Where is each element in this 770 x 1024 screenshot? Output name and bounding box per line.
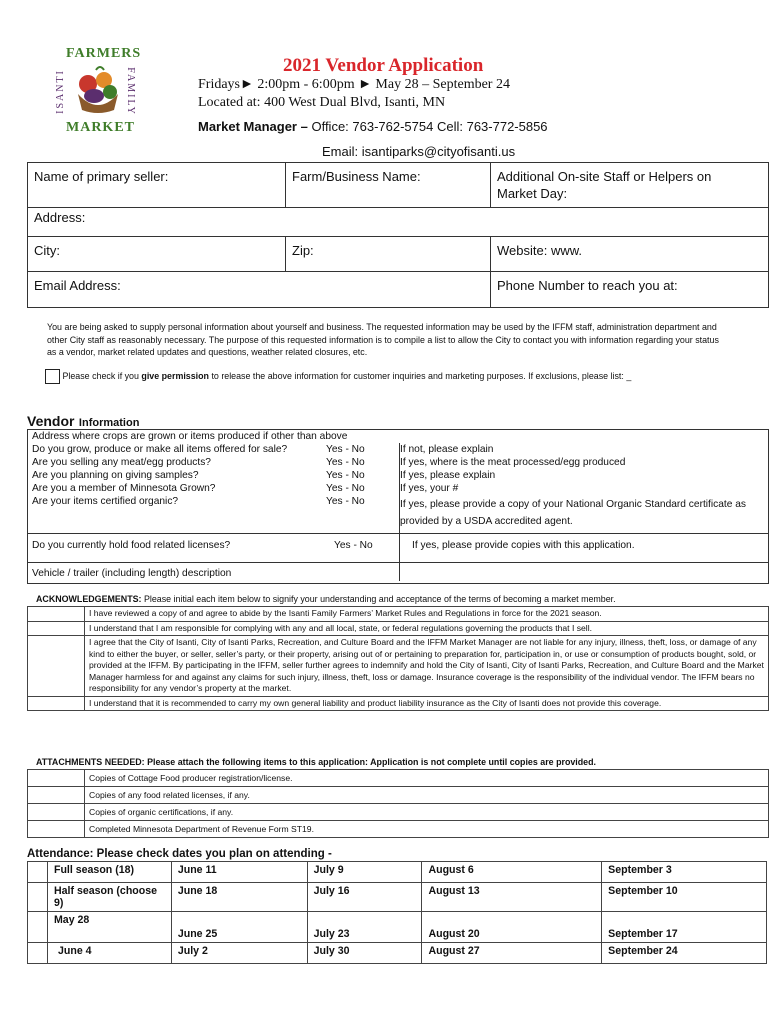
- attendance-row: [28, 862, 767, 883]
- website-field[interactable]: Website: www.: [497, 243, 583, 258]
- vendor-question: Are you selling any meat/egg products?: [32, 457, 211, 468]
- attendance-table: [27, 861, 767, 964]
- attachments-list: [27, 769, 769, 838]
- attendance-label-cell[interactable]: June 4: [47, 943, 171, 964]
- ack-initial-box[interactable]: [28, 607, 85, 621]
- attendance-date[interactable]: September 10: [602, 883, 767, 912]
- vendor-yes-no[interactable]: Yes - No: [326, 457, 365, 468]
- vendor-heading-big: Vendor: [27, 413, 75, 429]
- vendor-question-row: [28, 469, 768, 482]
- attendance-checkbox[interactable]: [28, 943, 48, 964]
- attendance-row: [28, 883, 767, 912]
- attachment-check-box[interactable]: [28, 787, 85, 803]
- attendance-date[interactable]: July 16: [307, 883, 422, 912]
- vendor-questions: [28, 443, 768, 533]
- email-field[interactable]: Email Address:: [34, 278, 121, 293]
- ack-heading: [36, 594, 616, 604]
- ack-list: [27, 606, 769, 711]
- ack-item: [28, 635, 768, 696]
- attendance-date[interactable]: June 18: [171, 883, 307, 912]
- attachment-check-box[interactable]: [28, 821, 85, 837]
- licenses-question: Do you currently hold food related licenses?: [32, 540, 231, 551]
- ack-item: [28, 696, 768, 711]
- attachment-check-box[interactable]: [28, 770, 85, 786]
- licenses-note: If yes, please provide copies with this application.: [412, 540, 635, 551]
- ack-item: [28, 606, 768, 621]
- logo-text-left: ISANTI: [54, 69, 66, 114]
- attendance-label-cell[interactable]: Half season (choose 9): [47, 883, 171, 912]
- attendance-date[interactable]: September 17: [602, 912, 767, 943]
- vendor-note: If yes, your #: [400, 483, 459, 494]
- attachment-text: Copies of any food related licenses, if any.: [89, 790, 250, 800]
- attendance-date[interactable]: August 20: [422, 912, 602, 943]
- attendance-date[interactable]: June 11: [171, 862, 307, 883]
- phone-field[interactable]: Phone Number to reach you at:: [497, 278, 678, 293]
- attachment-item: [28, 820, 768, 837]
- farm-name-field[interactable]: Farm/Business Name:: [292, 169, 421, 184]
- permission-bold: give permission: [141, 370, 209, 381]
- attachments-heading: ATTACHMENTS NEEDED: Please attach the following items to this application: Application is not complete until copies are provided.: [36, 757, 597, 767]
- ack-text: I understand that it is recommended to carry my own general liability and product liability insurance as the City of Isanti does not provide this coverage.: [89, 697, 662, 708]
- attachment-check-box[interactable]: [28, 804, 85, 820]
- attendance-date[interactable]: July 23: [307, 912, 422, 943]
- ack-item: [28, 621, 768, 636]
- vendor-yes-no[interactable]: Yes - No: [326, 470, 365, 481]
- address-field[interactable]: Address:: [34, 210, 86, 225]
- attendance-date[interactable]: August 13: [422, 883, 602, 912]
- attendance-label-cell[interactable]: Full season (18): [47, 862, 171, 883]
- vendor-question: Do you grow, produce or make all items offered for sale?: [32, 444, 288, 455]
- produce-basket-icon: [72, 64, 124, 116]
- attendance-date[interactable]: July 2: [171, 943, 307, 964]
- attachment-text: Completed Minnesota Department of Revenue Form ST19.: [89, 824, 314, 834]
- attendance-checkbox[interactable]: [28, 912, 48, 943]
- permission-checkbox[interactable]: [45, 369, 60, 384]
- city-field[interactable]: City:: [34, 243, 60, 258]
- ack-text: I agree that the City of Isanti, City of Isanti Parks, Recreation, and Culture Board and the IFFM Market Manager are not liable for any injury, illness, theft, loss, or damage of any kind to either the buyer, or seller, seller’s party, or their property, arising out of or pertaining to preparation for, participation in, or use or consumption of products bought, sold, or provided at the IFFM. By participating in the IFFM, seller further agrees to indemnify and hold the City of Isanti, City of Isanti Parks, Recreation, and Culture Board and the Market Manager harmless for and against any claims for such injury, illness, theft, loss or damage. Insurance coverage is the responsibility of the individual vendor. The IFFM bears no responsibility for any vendor’s property at the market.: [89, 637, 764, 693]
- attendance-checkbox[interactable]: [28, 862, 48, 883]
- logo-text-top: FARMERS: [66, 46, 142, 61]
- vendor-heading-small: Information: [78, 417, 140, 429]
- attendance-row: [28, 912, 767, 943]
- ack-initial-box[interactable]: [28, 622, 85, 636]
- ack-text: I understand that I am responsible for complying with any and all local, state, or federal regulations governing the products that I sell.: [89, 622, 593, 633]
- ack-heading-rest: Please initial each item below to signify your understanding and acceptance of the terms of becoming a market member.: [141, 594, 616, 604]
- page-title: 2021 Vendor Application: [283, 55, 484, 76]
- attendance-date[interactable]: July 9: [307, 862, 422, 883]
- manager-label: Market Manager –: [198, 119, 308, 134]
- vendor-note: If yes, please explain: [400, 470, 496, 481]
- vendor-question: Are your items certified organic?: [32, 496, 179, 507]
- attendance-date[interactable]: August 27: [422, 943, 602, 964]
- permission-line: [45, 369, 631, 384]
- vendor-question-row: [28, 443, 768, 456]
- attachment-text: Copies of organic certifications, if any.: [89, 807, 234, 817]
- vendor-question-row: [28, 495, 768, 533]
- manager-phones: Office: 763-762-5754 Cell: 763-772-5856: [311, 119, 548, 134]
- contact-info-table: [27, 162, 769, 308]
- ack-text: I have reviewed a copy of and agree to abide by the Isanti Family Farmers’ Market Rules and Regulations in force for the 2021 season.: [89, 608, 602, 618]
- market-email: Email: isantiparks@cityofisanti.us: [322, 144, 516, 159]
- crop-address-row[interactable]: Address where crops are grown or items produced if other than above: [32, 431, 348, 442]
- primary-seller-field[interactable]: Name of primary seller:: [34, 169, 169, 184]
- vendor-question: Are you planning on giving samples?: [32, 470, 199, 481]
- market-logo: [54, 46, 142, 138]
- logo-text-right: FAMILY: [124, 67, 136, 116]
- vendor-question-row: [28, 456, 768, 469]
- attendance-date[interactable]: September 24: [602, 943, 767, 964]
- attendance-date[interactable]: June 25: [171, 912, 307, 943]
- zip-field[interactable]: Zip:: [292, 243, 314, 258]
- vendor-info-table: [27, 429, 769, 584]
- vendor-question-row: [28, 482, 768, 495]
- market-manager-line: [198, 119, 548, 134]
- staff-field[interactable]: Additional On-site Staff or Helpers on Market Day:: [497, 169, 712, 201]
- attendance-row: [28, 943, 767, 964]
- market-location: Located at: 400 West Dual Blvd, Isanti, MN: [198, 95, 446, 110]
- vendor-note: If yes, where is the meat processed/egg produced: [400, 457, 626, 468]
- logo-text-bottom: MARKET: [66, 120, 135, 135]
- permission-pre: Please check if you: [62, 370, 142, 381]
- market-schedule: Fridays► 2:00pm - 6:00pm ► May 28 – September 24: [198, 77, 510, 92]
- vendor-note: If yes, please provide a copy of your National Organic Standard certificate as provided by a USDA accredited agent.: [400, 499, 746, 527]
- attendance-label-cell[interactable]: May 28: [47, 912, 171, 943]
- attachment-item: [28, 803, 768, 820]
- attendance-date[interactable]: July 30: [307, 943, 422, 964]
- privacy-notice: You are being asked to supply personal information about yourself and business. The requested information may be used by the IFFM staff, administration department and other City staff as reasonably necessary. The purpose of this requested information is to compile a list to allow the City to contact you with information regarding your status as a vendor, market related updates and questions, weather related closures, etc.: [47, 322, 719, 357]
- vendor-note: If not, please explain: [400, 444, 494, 455]
- vendor-yes-no[interactable]: Yes - No: [326, 483, 365, 494]
- vehicle-field[interactable]: Vehicle / trailer (including length) description: [32, 568, 232, 579]
- attendance-checkbox[interactable]: [28, 883, 48, 912]
- attachment-text: Copies of Cottage Food producer registration/license.: [89, 773, 293, 783]
- attachment-item: [28, 769, 768, 786]
- ack-heading-bold: ACKNOWLEDGEMENTS:: [36, 594, 142, 604]
- attachment-item: [28, 786, 768, 803]
- attendance-date[interactable]: September 3: [602, 862, 767, 883]
- ack-initial-box[interactable]: [28, 697, 85, 711]
- vendor-yes-no[interactable]: Yes - No: [326, 496, 365, 507]
- vendor-yes-no[interactable]: Yes - No: [326, 444, 365, 455]
- vendor-question: Are you a member of Minnesota Grown?: [32, 483, 216, 494]
- ack-initial-box[interactable]: [28, 636, 85, 696]
- attendance-heading: Attendance: Please check dates you plan on attending -: [27, 848, 332, 860]
- licenses-yes-no[interactable]: Yes - No: [334, 540, 373, 551]
- permission-post: to release the above information for customer inquiries and marketing purposes. If exclusions, please list: _: [208, 370, 632, 381]
- attendance-date[interactable]: August 6: [422, 862, 602, 883]
